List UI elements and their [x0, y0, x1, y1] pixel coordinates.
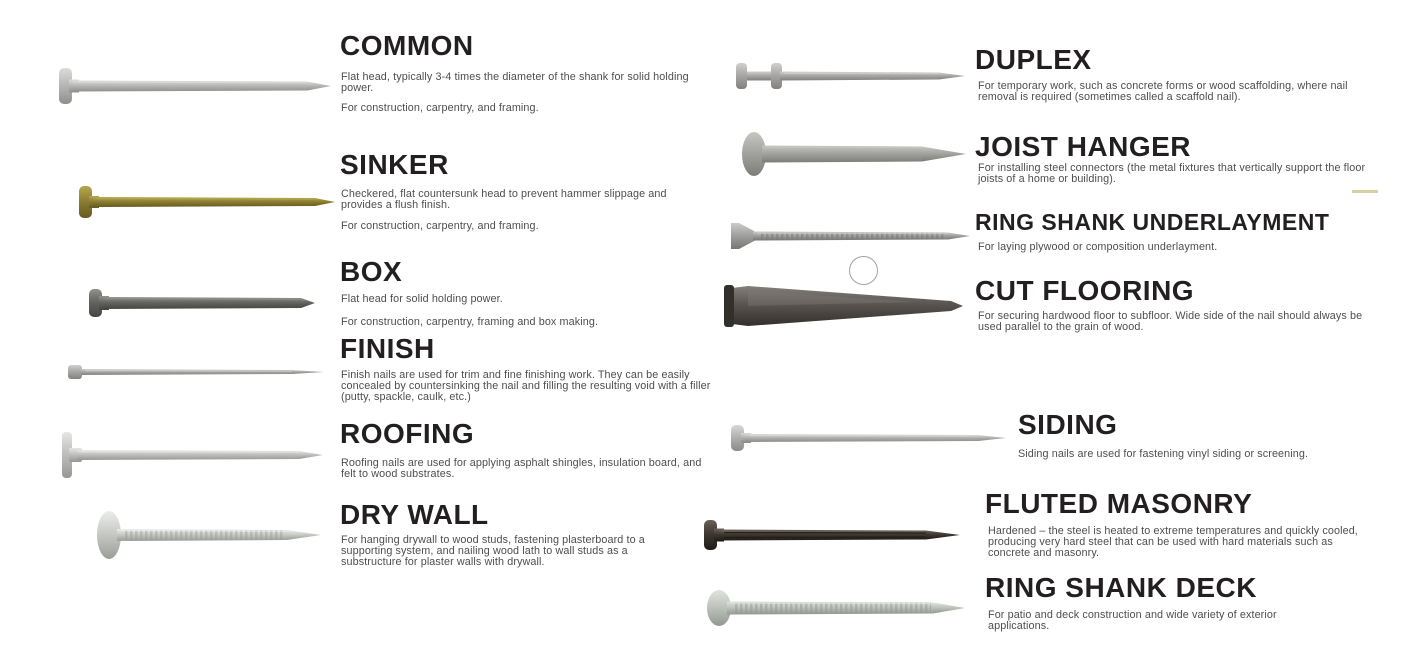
- common-use: For construction, carpentry, and framing.: [341, 102, 539, 114]
- duplex-description: For temporary work, such as concrete forms or wood scaffolding, where nail removal is required (sometimes called a scaffold nail).: [978, 80, 1348, 103]
- joist-hanger-nail-image: [738, 128, 968, 180]
- dry-wall-description: For hanging drywall to wood studs, fastening plasterboard to a supporting system, and nailing wood lath to wall studs as a substructure for plaster walls with drywall.: [341, 534, 645, 568]
- accent-tick: [1352, 190, 1378, 193]
- fluted-masonry-description: Hardened – the steel is heated to extreme temperatures and quickly cooled, producing very hard steel that can be used with hard materials such as concrete and masonry.: [988, 525, 1358, 559]
- common-description: Flat head, typically 3-4 times the diameter of the shank for solid holding power.: [341, 71, 689, 94]
- ring-shank-deck-description: For patio and deck construction and wide variety of exterior applications.: [988, 609, 1277, 632]
- circle-marker: [849, 256, 878, 285]
- sinker-use: For construction, carpentry, and framing.: [341, 220, 539, 232]
- roofing-nail-image: [57, 430, 325, 480]
- roofing-title: ROOFING: [340, 418, 475, 449]
- box-description: Flat head for solid holding power.: [341, 293, 503, 305]
- box-nail-image: [85, 287, 317, 319]
- sinker-title: SINKER: [340, 149, 449, 180]
- common-nail-image: [55, 66, 333, 106]
- dry-wall-nail-image: [93, 508, 323, 562]
- ring-shank-underlayment-description: For laying plywood or composition underlayment.: [978, 241, 1218, 253]
- dry-wall-title: DRY WALL: [340, 499, 489, 530]
- siding-description: Siding nails are used for fastening vinyl siding or screening.: [1018, 448, 1309, 460]
- box-use: For construction, carpentry, framing and box making.: [341, 316, 599, 328]
- cut-flooring-title: CUT FLOORING: [975, 275, 1195, 306]
- siding-title: SIDING: [1018, 409, 1118, 440]
- finish-description: Finish nails are used for trim and fine finishing work. They can be easily concealed by countersinking the nail and filling the resulting void with a filler (putty, spackle, caulk, etc.): [341, 369, 711, 403]
- duplex-nail-image: [733, 59, 967, 93]
- cut-flooring-nail-image: [718, 282, 967, 330]
- finish-title: FINISH: [340, 333, 435, 364]
- joist-hanger-title: JOIST HANGER: [975, 131, 1192, 162]
- joist-hanger-description: For installing steel connectors (the metal fixtures that vertically support the floor joists of a home or building).: [978, 162, 1366, 185]
- roofing-description: Roofing nails are used for applying asphalt shingles, insulation board, and felt to wood substrates.: [341, 457, 702, 480]
- fluted-masonry-nail-image: [700, 517, 962, 553]
- box-title: BOX: [340, 256, 403, 287]
- fluted-masonry-title: FLUTED MASONRY: [985, 488, 1253, 519]
- common-title: COMMON: [340, 30, 474, 61]
- ring-shank-deck-title: RING SHANK DECK: [985, 572, 1257, 603]
- siding-nail-image: [727, 422, 1008, 454]
- ring-shank-underlayment-title: RING SHANK UNDERLAYMENT: [975, 209, 1330, 235]
- finish-nail-image: [64, 359, 326, 385]
- sinker-nail-image: [75, 184, 337, 220]
- ring-shank-underlayment-nail-image: [727, 219, 972, 253]
- sinker-description: Checkered, flat countersunk head to prevent hammer slippage and provides a flush finish.: [341, 188, 667, 211]
- cut-flooring-description: For securing hardwood floor to subfloor. Wide side of the nail should always be used parallel to the grain of wood.: [978, 310, 1363, 333]
- duplex-title: DUPLEX: [975, 44, 1092, 75]
- ring-shank-deck-nail-image: [703, 587, 967, 629]
